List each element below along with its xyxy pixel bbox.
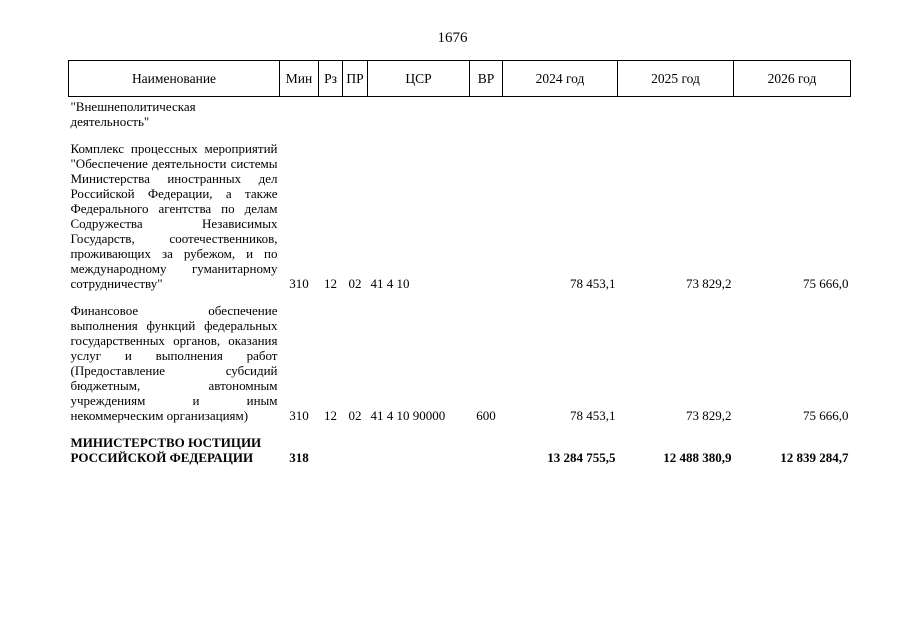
row-rz: [319, 435, 343, 465]
row-2024: 13 284 755,5: [547, 450, 616, 465]
row-vr: [470, 435, 503, 465]
header-2025: 2025 год: [618, 61, 734, 97]
row-2024: [503, 97, 618, 130]
header-pr: ПР: [343, 61, 368, 97]
row-2025: 73 829,2: [686, 408, 732, 423]
row-spacer: [69, 423, 851, 435]
row-min: [280, 97, 319, 130]
header-csr: ЦСР: [368, 61, 470, 97]
row-vr: 600: [476, 408, 496, 423]
row-csr: 41 4 10: [370, 276, 410, 291]
row-2026: 75 666,0: [803, 408, 849, 423]
row-2025: 12 488 380,9: [663, 450, 732, 465]
row-vr: [470, 97, 503, 130]
row-spacer: [69, 129, 851, 141]
row-csr: 41 4 10 90000: [370, 408, 446, 423]
row-name: Комплекс процессных мероприятий "Обеспечение деятельности системы Министерства иностранных дел Российской Федерации, а также Федерального агентства по делам Содружества Независимых Государств, соотечественников, проживающих за рубежом, и по международному гуманитарному сотрудничеству": [70, 141, 278, 291]
header-min: Мин: [280, 61, 319, 97]
header-name: Наименование: [69, 61, 280, 97]
row-2026: 75 666,0: [803, 276, 849, 291]
table-row: [69, 303, 851, 423]
page-number: 1676: [437, 30, 468, 46]
row-2024: 78 453,1: [570, 408, 616, 423]
row-pr: [343, 435, 368, 465]
row-2024: 78 453,1: [570, 276, 616, 291]
row-min: 310: [289, 408, 309, 423]
row-vr: [470, 141, 503, 291]
row-rz: [319, 97, 343, 130]
header-vr: ВР: [470, 61, 503, 97]
row-rz: 12: [324, 408, 337, 423]
row-name: МИНИСТЕРСТВО ЮСТИЦИИ РОССИЙСКОЙ ФЕДЕРАЦИИ: [70, 435, 262, 465]
budget-table: [68, 60, 851, 465]
row-min: 318: [289, 450, 309, 465]
row-csr: [368, 435, 470, 465]
row-pr: 02: [348, 408, 362, 423]
header-2024: 2024 год: [503, 61, 618, 97]
table-row: [69, 97, 851, 130]
row-name: "Внешнеполитическая деятельность": [70, 99, 196, 129]
table-header-row: [69, 61, 851, 97]
row-pr: [343, 97, 368, 130]
table-row: [69, 141, 851, 291]
row-pr: 02: [348, 276, 362, 291]
row-2026: [734, 97, 851, 130]
table-row: [69, 435, 851, 465]
row-2026: 12 839 284,7: [780, 450, 849, 465]
row-spacer: [69, 291, 851, 303]
row-min: 310: [289, 276, 309, 291]
row-2025: [618, 97, 734, 130]
row-rz: 12: [324, 276, 337, 291]
row-name: Финансовое обеспечение выполнения функций федеральных государственных органов, оказания услуг и выполнения работ (Предоставление субсидий бюджетным, автономным учреждениям и иным некоммерческим организациям): [70, 303, 278, 423]
row-2025: 73 829,2: [686, 276, 732, 291]
header-2026: 2026 год: [734, 61, 851, 97]
row-csr: [368, 97, 470, 130]
header-rz: Рз: [319, 61, 343, 97]
